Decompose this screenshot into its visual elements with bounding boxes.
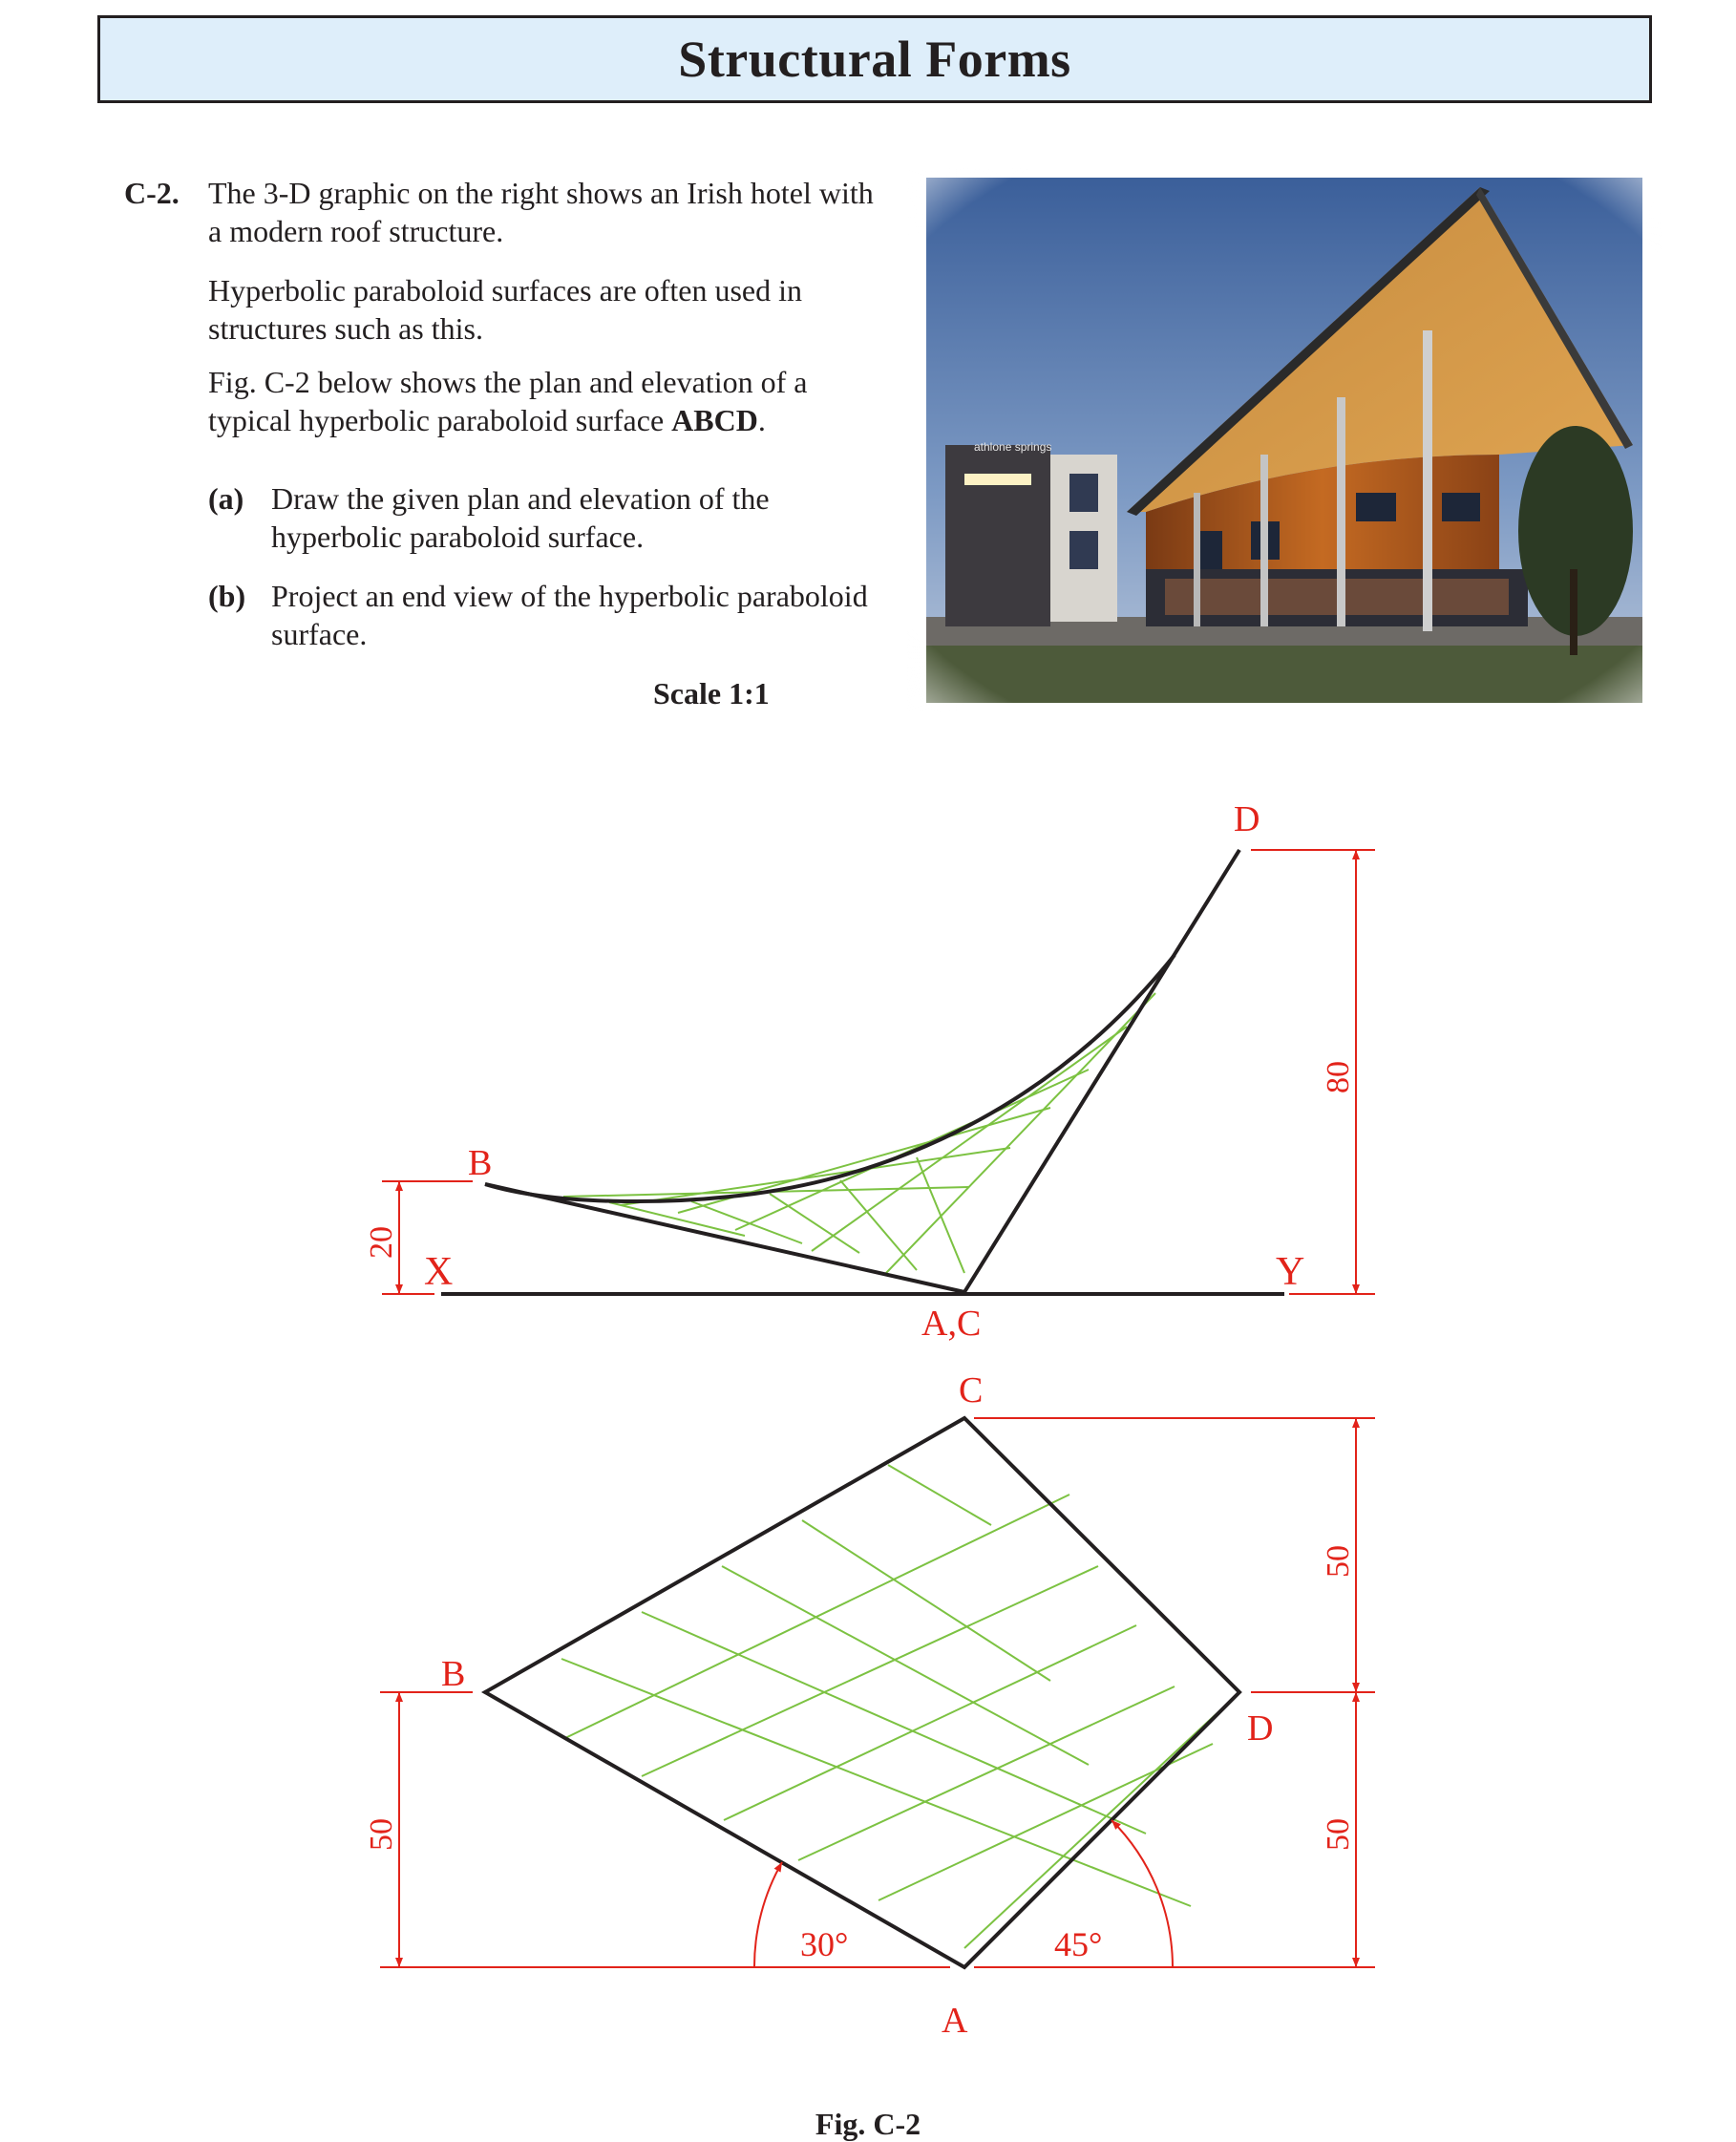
label-AC: A,C <box>921 1304 982 1344</box>
para3-bold: ABCD <box>671 403 758 437</box>
scale-note: Scale 1:1 <box>653 676 770 710</box>
part-b-text: Project an end view of the hyperbolic paraboloid surface. <box>271 579 868 651</box>
plan-view <box>364 1370 1375 2041</box>
elevation-outline <box>441 850 1284 1294</box>
page-title: Structural Forms <box>678 31 1071 88</box>
label-X: X <box>424 1250 454 1294</box>
para3-text: Fig. C-2 below shows the plan and elevation of a typical hyperbolic paraboloid surface <box>208 365 808 437</box>
dim-50-right-upper: 50 <box>1321 1545 1356 1578</box>
label-Y: Y <box>1276 1250 1305 1294</box>
elevation-grid-lines <box>563 993 1155 1273</box>
label-D-elev: D <box>1234 799 1260 839</box>
label-B-plan: B <box>441 1654 466 1694</box>
part-a-label: (a) <box>208 481 244 516</box>
dim-50-left: 50 <box>364 1818 399 1851</box>
part-b-label: (b) <box>208 579 246 613</box>
elevation-view <box>364 799 1375 1344</box>
elevation-dimensions <box>382 850 1375 1294</box>
figure-caption: Fig. C-2 <box>815 2107 921 2141</box>
angle-45: 45° <box>1054 1925 1103 1963</box>
plan-outline <box>485 1418 1239 1967</box>
plan-dimensions <box>380 1418 1375 1967</box>
plan-grid-lines <box>561 1465 1238 1948</box>
question-number: C-2. <box>124 176 180 210</box>
dim-20: 20 <box>364 1226 399 1259</box>
part-a-text: Draw the given plan and elevation of the hyperbolic paraboloid surface. <box>271 481 770 554</box>
question-para3 <box>208 363 877 439</box>
dim-80: 80 <box>1321 1061 1356 1093</box>
dim-50-right-lower: 50 <box>1321 1818 1356 1851</box>
para3-end: . <box>757 403 766 437</box>
label-C-plan: C <box>959 1370 984 1410</box>
angle-30: 30° <box>800 1925 849 1963</box>
part-b <box>208 577 877 653</box>
part-a <box>208 479 877 556</box>
question-intro: The 3-D graphic on the right shows an Irish hotel with a modern roof structure. <box>208 176 874 248</box>
label-A-plan: A <box>942 2001 968 2041</box>
question-para2: Hyperbolic paraboloid surfaces are often used in structures such as this. <box>208 273 802 346</box>
label-B-elev: B <box>468 1143 493 1183</box>
label-D-plan: D <box>1247 1708 1274 1749</box>
title-box <box>97 15 1652 103</box>
hotel-photo <box>907 168 1662 712</box>
